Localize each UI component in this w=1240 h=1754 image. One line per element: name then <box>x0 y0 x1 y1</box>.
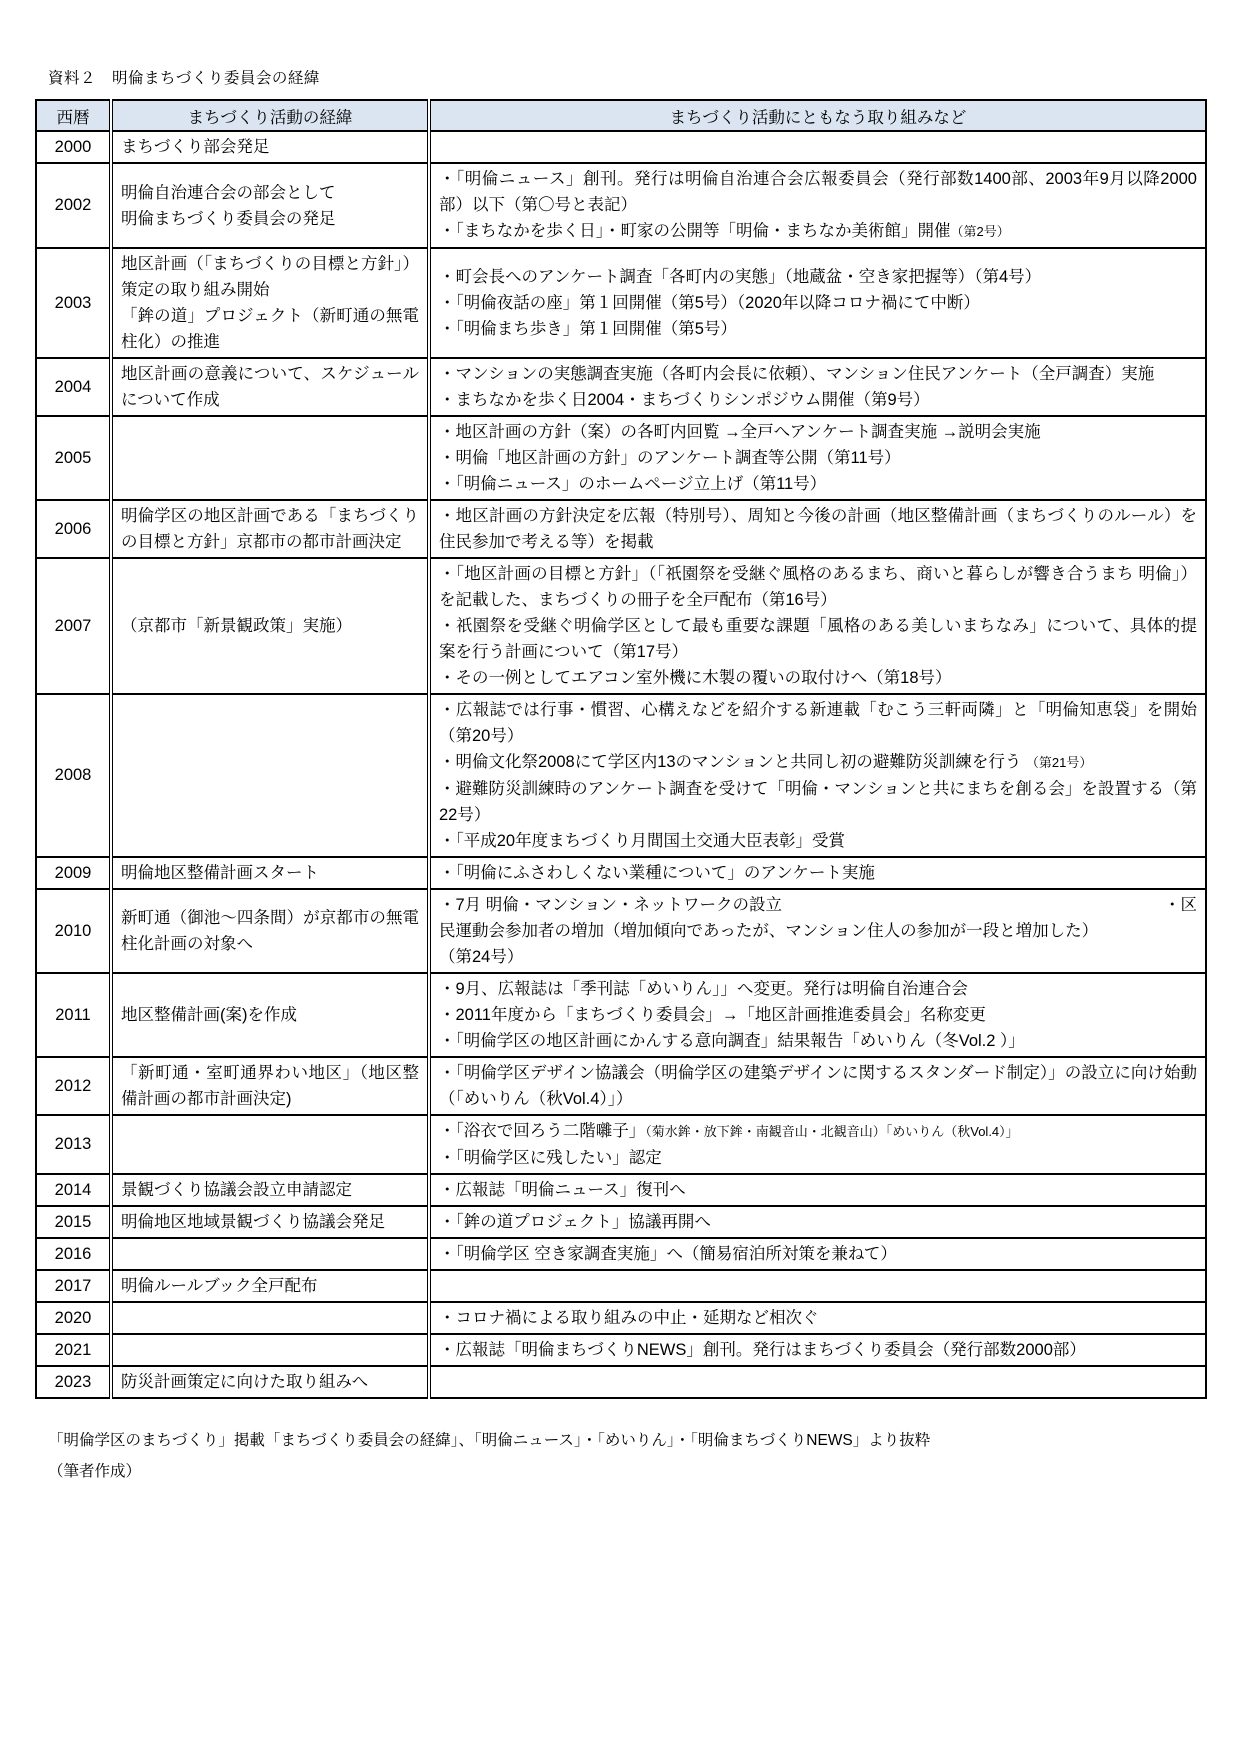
history-cell <box>111 1115 429 1174</box>
history-cell <box>111 1174 429 1206</box>
history-cell <box>111 857 429 889</box>
text-segment: ・「浴衣で回ろう二階囃子」 <box>439 1122 646 1140</box>
text-line: ・その一例としてエアコン室外機に木製の覆いの取付けへ（第18号） <box>439 669 952 687</box>
table-row <box>36 1270 1206 1302</box>
table-row <box>36 857 1206 889</box>
table-row <box>36 1057 1206 1115</box>
initiatives-cell <box>429 1270 1206 1302</box>
table-row <box>36 358 1206 416</box>
text-line: 民運動会参加者の増加（増加傾向であったが、マンション住人の参加が一段と増加した） <box>439 922 1099 940</box>
history-table-body <box>36 131 1206 1398</box>
initiatives-cell <box>429 248 1206 358</box>
text-line: ・マンションの実態調査実施（各町内会長に依頼）、マンション住民アンケート（全戸調査）実施 <box>439 365 1155 383</box>
text-segment: ・7月 明倫・マンション・ネットワークの設立 <box>439 896 783 914</box>
year-cell: 2003 <box>36 248 111 358</box>
issue-number-small: （菊水鉾・放下鉾・南観音山・北観音山）「めいりん（秋Vol.4）」 <box>645 1124 1019 1139</box>
column-header: まちづくり活動にともなう取り組みなど <box>429 100 1206 131</box>
history-cell <box>111 1238 429 1270</box>
initiatives-cell <box>429 163 1206 248</box>
text-line: ・「明倫学区デザイン協議会（明倫学区の建築デザインに関するスタンダード制定）」の設立に向け始動（「めいりん（秋Vol.4）」） <box>439 1064 1197 1108</box>
table-row <box>36 1334 1206 1366</box>
text-line: ・広報誌「明倫ニュース」復刊へ <box>439 1181 686 1199</box>
text-line <box>439 1118 1197 1145</box>
issue-number-small: （第21号） <box>1025 755 1093 770</box>
text-line: ・地区計画の方針（案）の各町内回覧 →全戸へアンケート調査実施 →説明会実施 <box>439 423 1041 441</box>
text-line: 明倫ルールブック全戸配布 <box>121 1277 318 1295</box>
text-line: ・「鉾の道プロジェクト」協議再開へ <box>439 1213 711 1231</box>
text-line: 新町通（御池〜四条間）が京都市の無電柱化計画の対象へ <box>121 909 419 953</box>
year-cell: 2015 <box>36 1206 111 1238</box>
text-line: 地区整備計画(案)を作成 <box>121 1006 297 1024</box>
year-cell: 2000 <box>36 131 111 163</box>
table-row <box>36 1206 1206 1238</box>
year-cell: 2021 <box>36 1334 111 1366</box>
history-cell <box>111 416 429 500</box>
table-row <box>36 500 1206 558</box>
initiatives-cell <box>429 1174 1206 1206</box>
year-cell: 2012 <box>36 1057 111 1115</box>
year-cell: 2007 <box>36 558 111 694</box>
text-line: 「新町通・室町通界わい地区」（地区整備計画の都市計画決定) <box>121 1064 419 1108</box>
initiatives-cell <box>429 358 1206 416</box>
history-cell <box>111 694 429 857</box>
text-segment: ・明倫文化祭2008にて学区内13のマンションと共同し初の避難防災訓練を行う <box>439 753 1026 771</box>
year-cell: 2011 <box>36 973 111 1057</box>
history-cell <box>111 1334 429 1366</box>
table-row <box>36 131 1206 163</box>
initiatives-cell <box>429 1334 1206 1366</box>
text-line: ・避難防災訓練時のアンケート調査を受けて「明倫・マンションと共にまちを創る会」を設置する（第22号） <box>439 780 1197 824</box>
text-line: 地区計画（「まちづくりの目標と方針」）策定の取り組み開始 <box>121 255 419 299</box>
table-row <box>36 973 1206 1057</box>
text-line: ・「平成20年度まちづくり月間国土交通大臣表彰」受賞 <box>439 832 845 850</box>
initiatives-cell <box>429 558 1206 694</box>
text-line: ・「明倫学区 空き家調査実施」へ（簡易宿泊所対策を兼ねて） <box>439 1245 897 1263</box>
text-line: 景観づくり協議会設立申請認定 <box>121 1181 352 1199</box>
text-line: ・町会長へのアンケート調査「各町内の実態」（地蔵盆・空き家把握等）（第4号） <box>439 268 1042 286</box>
year-cell: 2004 <box>36 358 111 416</box>
initiatives-cell <box>429 1238 1206 1270</box>
year-cell: 2023 <box>36 1366 111 1398</box>
history-cell <box>111 1270 429 1302</box>
year-cell: 2006 <box>36 500 111 558</box>
issue-number-small: （第2号） <box>950 224 1010 239</box>
text-line: ・「明倫ニュース」のホームページ立上げ（第11号） <box>439 475 827 493</box>
year-cell: 2002 <box>36 163 111 248</box>
year-cell: 2008 <box>36 694 111 857</box>
initiatives-cell <box>429 1302 1206 1334</box>
history-cell <box>111 163 429 248</box>
year-cell: 2013 <box>36 1115 111 1174</box>
column-header: 西暦 <box>36 100 111 131</box>
text-line: ・広報誌「明倫まちづくりNEWS」創刊。発行はまちづくり委員会（発行部数2000部） <box>439 1341 1086 1359</box>
text-line: ・「地区計画の目標と方針」（「祇園祭を受継ぐ風格のあるまち、商いと暮らしが響き合うまち 明倫」）を記載した、まちづくりの冊子を全戸配布（第16号） <box>439 565 1197 609</box>
initiatives-cell <box>429 889 1206 973</box>
table-row <box>36 1174 1206 1206</box>
text-segment-right: ・区 <box>1164 896 1197 914</box>
initiatives-cell <box>429 857 1206 889</box>
text-line: 明倫まちづくり委員会の発足 <box>121 209 336 228</box>
year-cell: 2017 <box>36 1270 111 1302</box>
text-line: 明倫自治連合会の部会として <box>121 183 336 202</box>
text-line: ・9月、広報誌は「季刊誌「めいりん」」へ変更。発行は明倫自治連合会 <box>439 980 968 998</box>
history-table <box>35 99 1207 1399</box>
initiatives-cell <box>429 1206 1206 1238</box>
text-line: ・「明倫まち歩き」第１回開催（第5号） <box>439 320 737 338</box>
initiatives-cell <box>429 1115 1206 1174</box>
history-cell <box>111 1206 429 1238</box>
text-line: まちづくり部会発足 <box>121 138 270 156</box>
text-line: ・祇園祭を受継ぐ明倫学区として最も重要な課題「風格のある美しいまちなみ」について、具体的提案を行う計画について（第17号） <box>439 617 1197 661</box>
year-cell: 2005 <box>36 416 111 500</box>
history-cell <box>111 131 429 163</box>
source-note-line1: 「明倫学区のまちづくり」掲載「まちづくり委員会の経緯」、「明倫ニュース」・「めいりん」・「明倫まちづくりNEWS」より抜粋 <box>48 1432 931 1449</box>
text-segment: ・「まちなかを歩く日」・町家の公開等「明倫・まちなか美術館」開催 <box>439 222 951 240</box>
text-line: ・コロナ禍による取り組みの中止・延期など相次ぐ <box>439 1309 819 1327</box>
text-line: 明倫地区地域景観づくり協議会発足 <box>121 1213 385 1231</box>
history-cell <box>111 973 429 1057</box>
history-cell <box>111 1057 429 1115</box>
text-line: （第24号） <box>439 948 524 966</box>
history-cell <box>111 1302 429 1334</box>
text-line: ・「明倫夜話の座」第１回開催（第5号）（2020年以降コロナ禍にて中断） <box>439 294 980 312</box>
history-table-header-row <box>36 100 1206 131</box>
text-line: ・「明倫ニュース」創刊。発行は明倫自治連合会広報委員会（発行部数1400部、2003年9月以降2000部）以下（第〇号と表記） <box>439 170 1197 214</box>
year-cell: 2009 <box>36 857 111 889</box>
history-cell <box>111 248 429 358</box>
text-line <box>439 749 1197 776</box>
source-note-line2: （筆者作成） <box>48 1463 142 1480</box>
year-cell: 2010 <box>36 889 111 973</box>
table-row <box>36 1115 1206 1174</box>
history-cell <box>111 889 429 973</box>
year-cell: 2014 <box>36 1174 111 1206</box>
text-line: 防災計画策定に向けた取り組みへ <box>121 1373 369 1391</box>
table-row <box>36 558 1206 694</box>
text-line: ・広報誌では行事・慣習、心構えなどを紹介する新連載「むこう三軒両隣」と「明倫知恵袋」を開始（第20号） <box>439 701 1197 745</box>
text-line: 明倫学区の地区計画である「まちづくりの目標と方針」京都市の都市計画決定 <box>121 507 419 551</box>
source-note <box>48 1425 1205 1487</box>
text-line: 明倫地区整備計画スタート <box>121 864 319 882</box>
text-line <box>439 218 1197 245</box>
history-cell <box>111 500 429 558</box>
text-line: 地区計画の意義について、スケジュールについて作成 <box>121 365 419 409</box>
text-line: ・「明倫にふさわしくない業種について」のアンケート実施 <box>439 864 875 882</box>
table-row <box>36 1366 1206 1398</box>
table-row <box>36 248 1206 358</box>
initiatives-cell <box>429 1366 1206 1398</box>
year-cell: 2016 <box>36 1238 111 1270</box>
initiatives-cell <box>429 694 1206 857</box>
text-line: ・2011年度から「まちづくり委員会」→「地区計画推進委員会」名称変更 <box>439 1006 986 1024</box>
history-cell <box>111 558 429 694</box>
initiatives-cell <box>429 416 1206 500</box>
history-cell <box>111 1366 429 1398</box>
text-line: 「鉾の道」プロジェクト（新町通の無電柱化）の推進 <box>121 307 419 351</box>
initiatives-cell <box>429 131 1206 163</box>
initiatives-cell <box>429 973 1206 1057</box>
table-row <box>36 889 1206 973</box>
text-line: ・「明倫学区の地区計画にかんする意向調査」結果報告「めいりん（冬Vol.2 ）」 <box>439 1032 1025 1050</box>
table-caption: 資料２ 明倫まちづくり委員会の経緯 <box>48 70 320 87</box>
text-line <box>439 892 1197 918</box>
initiatives-cell <box>429 500 1206 558</box>
text-line: ・明倫「地区計画の方針」のアンケート調査等公開（第11号） <box>439 449 901 467</box>
text-line: ・まちなかを歩く日2004・まちづくりシンポジウム開催（第9号） <box>439 391 930 409</box>
table-row <box>36 163 1206 248</box>
text-line: （京都市「新景観政策」実施） <box>121 617 352 635</box>
initiatives-cell <box>429 1057 1206 1115</box>
year-cell: 2020 <box>36 1302 111 1334</box>
column-header: まちづくり活動の経緯 <box>111 100 429 131</box>
table-row <box>36 1302 1206 1334</box>
text-line: ・地区計画の方針決定を広報（特別号）、周知と今後の計画（地区整備計画（まちづくりのルール）を住民参加で考える等）を掲載 <box>439 507 1197 551</box>
table-row <box>36 694 1206 857</box>
table-row <box>36 1238 1206 1270</box>
table-row <box>36 416 1206 500</box>
history-cell <box>111 358 429 416</box>
text-line: ・「明倫学区に残したい」認定 <box>439 1149 662 1167</box>
